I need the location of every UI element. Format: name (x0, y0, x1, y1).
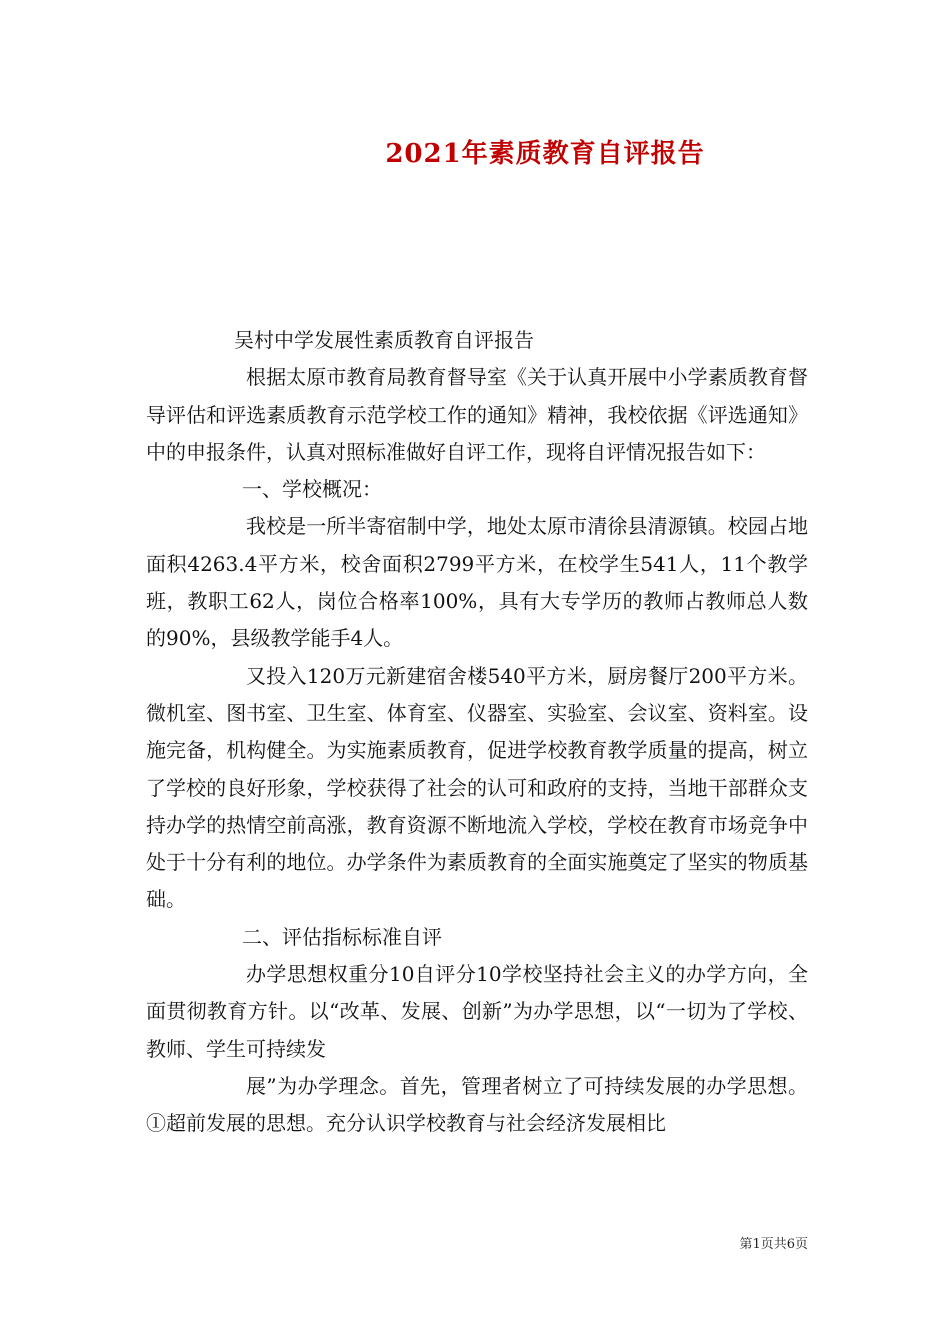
investment-paragraph: 又投入120万元新建宿舍楼540平方米，厨房餐厅200平方米。微机室、图书室、卫生室、体育室、仪器室、实验室、会议室、资料室。设施完备，机构健全。为实施素质教育，促进学校教育教学质量的提高，树立了学校的良好形象，学校获得了社会的认可和政府的支持，当地干部群众支持办学的热情空前高涨，教育资源不断地流入学校，学校在教育市场竞争中处于十分有利的地位。办学条件为素质教育的全面实施奠定了坚实的物质基础。 (146, 663, 808, 912)
school-overview-paragraph: 我校是一所半寄宿制中学，地处太原市清徐县清源镇。校园占地面积4263.4平方米，校舍面积2799平方米，在校学生541人，11个教学班，教职工62人，岗位合格率100%，具有大专学历的教师占教师总人数的90%，县级教学能手4人。 (146, 514, 808, 651)
page-number-footer: 第1页共6页 (739, 1237, 808, 1252)
section-heading-self-evaluation: 二、评估指标标准自评 (242, 924, 442, 949)
section-heading-school-overview: 一、学校概况： (242, 477, 382, 502)
page-title: 2021年素质教育自评报告 (385, 139, 705, 169)
philosophy-paragraph: 办学思想权重分10自评分10学校坚持社会主义的办学方向，全面贯彻教育方针。以“改革、发展、创新”为办学思想，以“一切为了学校、教师、学生可持续发 (146, 962, 808, 1061)
philosophy-continued-paragraph: 展”为办学理念。首先，管理者树立了可持续发展的办学思想。①超前发展的思想。充分认识学校教育与社会经济发展相比 (146, 1073, 808, 1136)
report-subtitle: 吴村中学发展性素质教育自评报告 (234, 328, 534, 352)
intro-paragraph: 根据太原市教育局教育督导室《关于认真开展中小学素质教育督导评估和评选素质教育示范学校工作的通知》精神，我校依据《评选通知》中的申报条件，认真对照标准做好自评工作，现将自评情况报告如下： (146, 365, 808, 464)
document-body (146, 322, 808, 1143)
